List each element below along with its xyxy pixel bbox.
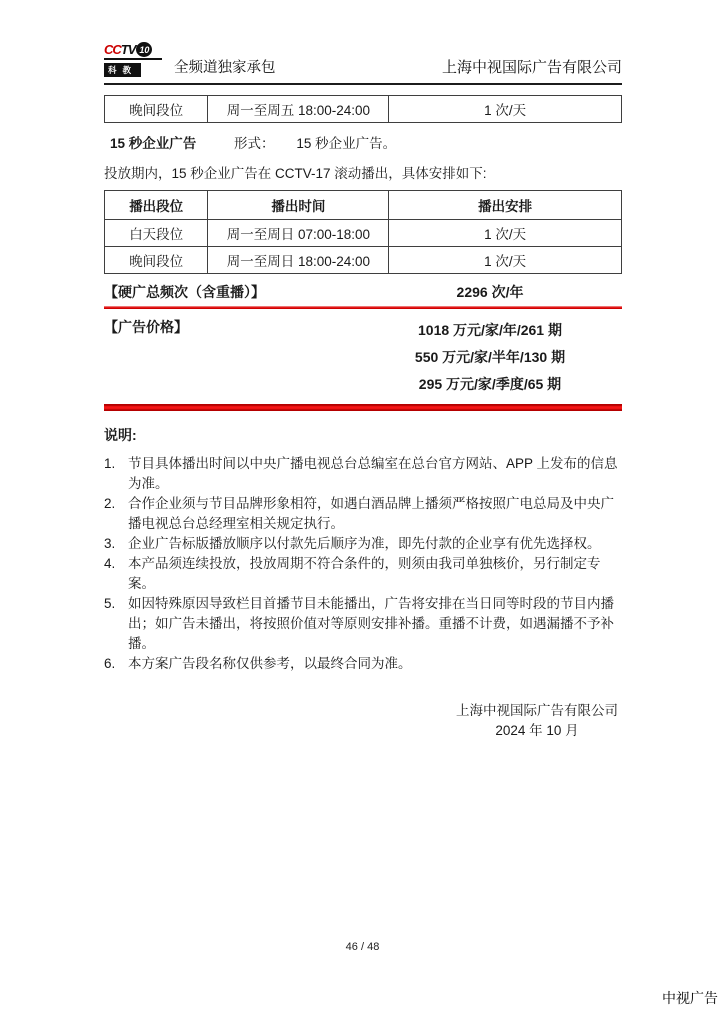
note-number: 5.	[104, 596, 116, 611]
price-label: 【广告价格】	[104, 319, 188, 335]
table-row	[105, 220, 622, 247]
price-values	[358, 317, 622, 398]
table-header-row	[105, 191, 622, 220]
price-line-year: 1018 万元/家/年/261 期	[418, 322, 562, 338]
cctv10-logo	[104, 42, 166, 78]
table-row	[105, 96, 622, 123]
red-divider-thin	[104, 306, 622, 309]
slot-time-cell: 周一至周五 18:00-24:00	[208, 96, 389, 123]
note-text: 如因特殊原因导致栏目首播节目未能播出，广告将安排在当日同等时段的节目内播出；如广告未播出，将按照价值对等原则安排补播。重播不计费，如遇漏播不予补播。	[128, 596, 614, 651]
note-text: 本产品须连续投放，投放周期不符合条件的，则须由我司单独核价，另行制定专案。	[128, 556, 601, 591]
header-company-name: 上海中视国际广告有限公司	[441, 59, 622, 76]
page-header	[104, 0, 622, 85]
ad-15s-title: 15 秒企业广告	[110, 136, 197, 151]
note-item	[104, 594, 622, 654]
ad-15s-form-value: 15 秒企业广告。	[296, 136, 397, 151]
signature-block	[452, 701, 622, 741]
note-item	[104, 454, 622, 494]
red-divider-thick	[104, 404, 622, 411]
slot-time-cell: 周一至周日 18:00-24:00	[208, 247, 389, 274]
header-time: 播出时间	[208, 191, 389, 220]
note-text: 合作企业须与节目品牌形象相符，如遇白酒品牌上播须严格按照广电总局及中央广播电视总台总经理室相关规定执行。	[128, 496, 614, 531]
frequency-value: 2296 次/年	[456, 284, 524, 300]
note-text: 节目具体播出时间以中央广播电视总台总编室在总台官方网站、APP 上发布的信息为准。	[128, 456, 618, 491]
slot-time-cell: 周一至周日 07:00-18:00	[208, 220, 389, 247]
note-item	[104, 494, 622, 534]
slot-plan-cell: 1 次/天	[389, 96, 622, 123]
schedule-table	[104, 190, 622, 274]
slot-plan-cell: 1 次/天	[389, 247, 622, 274]
note-item	[104, 654, 622, 674]
header-slot: 播出段位	[105, 191, 208, 220]
note-text: 本方案广告段名称仅供参考，以最终合同为准。	[128, 656, 412, 671]
signature-date: 2024 年 10 月	[495, 723, 579, 738]
note-number: 3.	[104, 536, 116, 551]
note-number: 1.	[104, 456, 116, 471]
note-item	[104, 534, 622, 554]
note-item	[104, 554, 622, 594]
header-slogan: 全频道独家承包	[174, 60, 276, 76]
corner-watermark: 中视广告	[662, 990, 718, 1006]
ad-15s-form-label: 形式：	[234, 136, 275, 151]
frequency-label: 【硬广总频次（含重播）】	[104, 284, 265, 300]
cctv-wordmark: CCTV	[104, 42, 136, 57]
ad-15s-heading-row	[104, 132, 622, 152]
slot-name-cell: 白天段位	[105, 220, 208, 247]
cctv10-logo-top	[104, 42, 166, 57]
price-row	[104, 317, 622, 398]
price-line-halfyear: 550 万元/家/半年/130 期	[414, 349, 566, 365]
note-number: 4.	[104, 556, 116, 571]
page-content	[104, 0, 622, 741]
notes-title: 说明:	[104, 427, 137, 443]
frequency-row	[104, 282, 622, 302]
ad-15s-intro: 投放期内，15 秒企业广告在 CCTV-17 滚动播出，具体安排如下:	[104, 166, 487, 181]
slot-name-cell: 晚间段位	[105, 247, 208, 274]
note-number: 6.	[104, 656, 116, 671]
page-number: 46 / 48	[345, 941, 380, 953]
note-number: 2.	[104, 496, 116, 511]
signature-company: 上海中视国际广告有限公司	[456, 703, 618, 718]
channel-10-badge: 10	[136, 42, 152, 57]
logo-divider-bar	[104, 58, 162, 60]
logo-subtitle: 科教	[104, 63, 141, 77]
notes-list	[104, 454, 622, 674]
note-text: 企业广告标版播放顺序以付款先后顺序为准，即先付款的企业享有优先选择权。	[128, 536, 601, 551]
header-plan: 播出安排	[389, 191, 622, 220]
evening-slot-table	[104, 95, 622, 123]
table-row	[105, 247, 622, 274]
slot-plan-cell: 1 次/天	[389, 220, 622, 247]
price-line-quarter: 295 万元/家/季度/65 期	[418, 376, 562, 392]
slot-name-cell: 晚间段位	[105, 96, 208, 123]
